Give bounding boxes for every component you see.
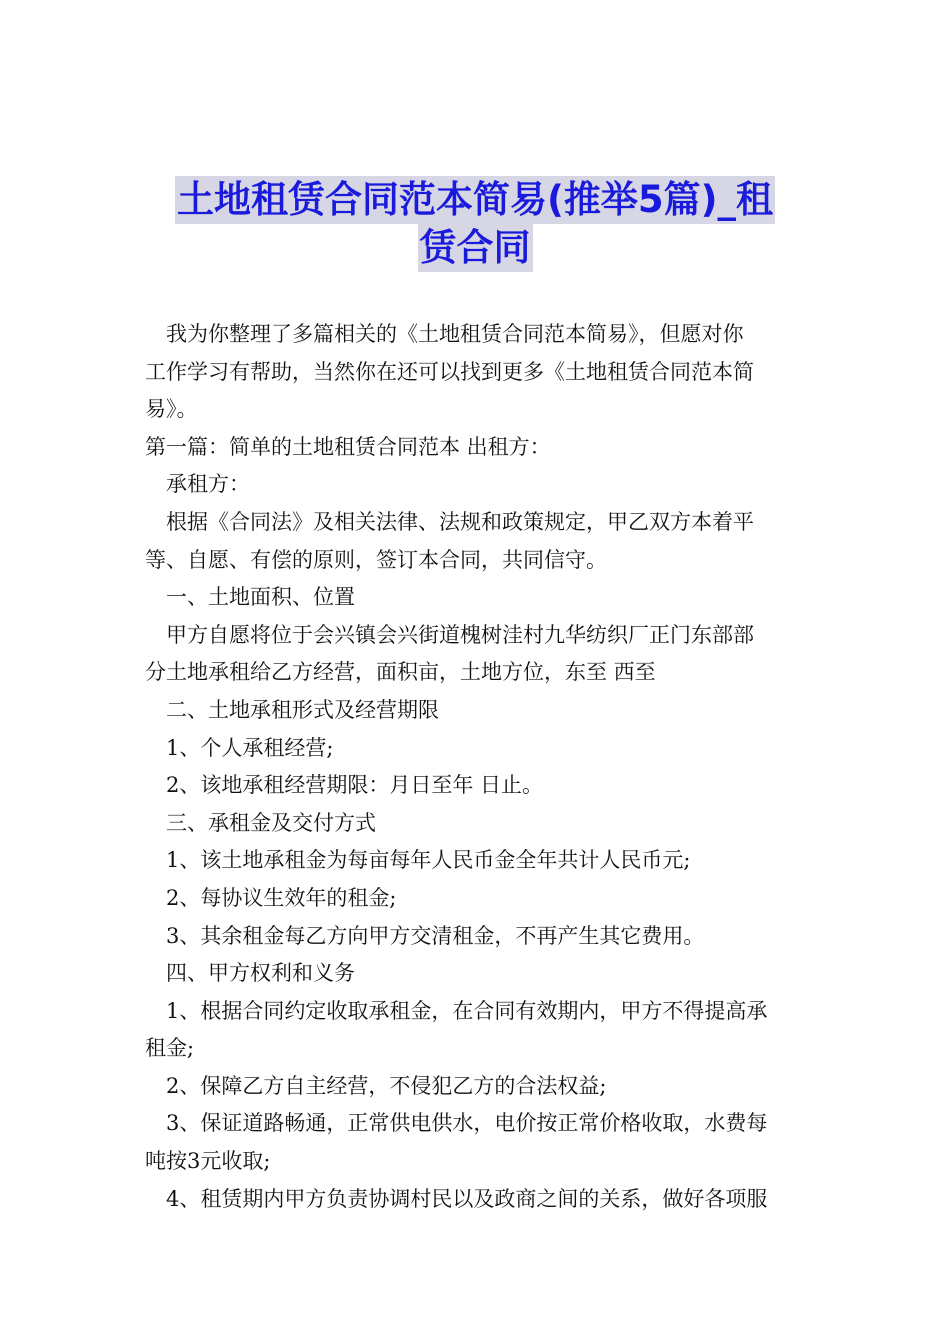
body-line: 4、租赁期内甲方负责协调村民以及政商之间的关系，做好各项服 bbox=[166, 1186, 768, 1211]
body-line: 易》。 bbox=[145, 397, 198, 422]
body-line: 2、该地承租经营期限：月日至年 日止。 bbox=[166, 773, 544, 798]
body-line: 根据《合同法》及相关法律、法规和政策规定，甲乙双方本着平 bbox=[166, 509, 754, 534]
document-title bbox=[145, 176, 805, 272]
body-line: 吨按3元收取; bbox=[145, 1149, 271, 1174]
body-line: 2、每协议生效年的租金; bbox=[166, 885, 397, 910]
document-body bbox=[145, 316, 807, 1218]
body-line: 第一篇：简单的土地租赁合同范本 出租方： bbox=[145, 434, 551, 459]
body-line: 二、土地承租形式及经营期限 bbox=[166, 697, 439, 722]
body-line: 1、该土地承租金为每亩每年人民币金全年共计人民币元; bbox=[166, 848, 691, 873]
body-line: 我为你整理了多篇相关的《土地租赁合同范本简易》，但愿对你 bbox=[166, 322, 744, 346]
body-line: 3、其余租金每乙方向甲方交清租金，不再产生其它费用。 bbox=[166, 923, 705, 948]
body-line: 承租方： bbox=[166, 472, 250, 497]
body-line: 2、保障乙方自主经营，不侵犯乙方的合法权益; bbox=[166, 1073, 607, 1098]
body-line: 一、土地面积、位置 bbox=[166, 585, 355, 610]
body-line: 1、根据合同约定收取承租金，在合同有效期内，甲方不得提高承 bbox=[166, 998, 768, 1023]
body-line: 分土地承租给乙方经营，面积亩，土地方位，东至 西至 bbox=[145, 660, 656, 685]
body-line: 3、保证道路畅通，正常供电供水，电价按正常价格收取，水费每 bbox=[166, 1111, 768, 1136]
body-line: 甲方自愿将位于会兴镇会兴街道槐树洼村九华纺织厂正门东部部 bbox=[166, 622, 754, 647]
body-line: 租金; bbox=[145, 1036, 195, 1061]
body-line: 1、个人承租经营; bbox=[166, 735, 334, 760]
body-line: 四、甲方权利和义务 bbox=[166, 961, 355, 986]
body-line: 工作学习有帮助，当然你在还可以找到更多《土地租赁合同范本简 bbox=[145, 359, 754, 384]
title-line-2: 赁合同 bbox=[418, 224, 533, 272]
body-line: 等、自愿、有偿的原则，签订本合同，共同信守。 bbox=[145, 547, 607, 572]
body-line: 三、承租金及交付方式 bbox=[166, 810, 376, 835]
title-line-1: 土地租赁合同范本简易(推举5篇)_租 bbox=[175, 176, 775, 224]
